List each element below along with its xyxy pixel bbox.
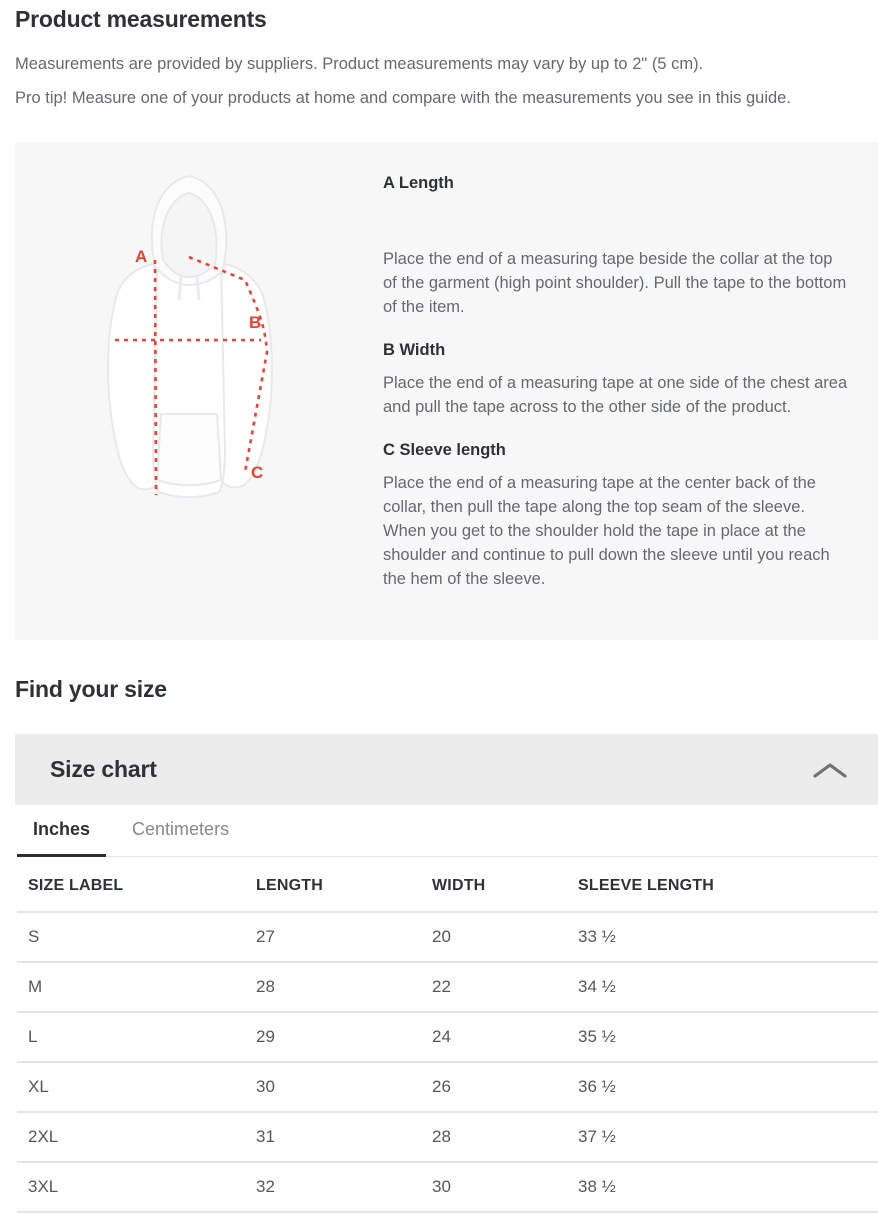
measurement-instruction-item bbox=[383, 174, 850, 319]
column-header-length: LENGTH bbox=[256, 861, 432, 912]
measurement-heading: C Sleeve length bbox=[383, 441, 506, 459]
cell-sleeve-length: 37 ½ bbox=[578, 1112, 878, 1162]
size-chart-title: Size chart bbox=[50, 756, 157, 782]
measurement-instruction-item bbox=[383, 341, 850, 419]
hoodie-diagram-image bbox=[49, 162, 349, 502]
column-header-width: WIDTH bbox=[432, 861, 578, 912]
column-header-size-label: SIZE LABEL bbox=[17, 861, 256, 912]
cell-size-label: S bbox=[17, 912, 256, 962]
measurement-description: Place the end of a measuring tape at the center back of the collar, then pull the tape along the top seam of the sleeve. When you get to the shoulder hold the tape in place at the shoulder and continue to pull down the sleeve until you reach the hem of the sleeve. bbox=[383, 474, 830, 588]
measure-label-a: A bbox=[135, 247, 148, 266]
cell-sleeve-length: 36 ½ bbox=[578, 1062, 878, 1112]
cell-size-label: 3XL bbox=[17, 1162, 256, 1212]
chevron-up-icon[interactable] bbox=[812, 761, 848, 779]
cell-width: 24 bbox=[432, 1012, 578, 1062]
cell-length: 31 bbox=[256, 1112, 432, 1162]
measurement-description: Place the end of a measuring tape at one side of the chest area and pull the tape across to the other side of the product. bbox=[383, 374, 848, 416]
table-row bbox=[17, 912, 878, 962]
measure-label-c: C bbox=[251, 463, 264, 482]
cell-size-label: XL bbox=[17, 1062, 256, 1112]
table-row bbox=[17, 962, 878, 1012]
cell-width: 26 bbox=[432, 1062, 578, 1112]
measurement-heading: A Length bbox=[383, 174, 454, 192]
hoodie-drawcord bbox=[179, 276, 181, 300]
cell-sleeve-length: 38 ½ bbox=[578, 1162, 878, 1212]
measurements-guide-panel bbox=[15, 142, 878, 640]
table-row bbox=[17, 1062, 878, 1112]
cell-sleeve-length: 35 ½ bbox=[578, 1012, 878, 1062]
cell-size-label: M bbox=[17, 962, 256, 1012]
measurement-heading: B Width bbox=[383, 341, 446, 359]
cell-length: 28 bbox=[256, 962, 432, 1012]
measure-label-b: B bbox=[249, 313, 262, 332]
cell-width: 28 bbox=[432, 1112, 578, 1162]
cell-length: 27 bbox=[256, 912, 432, 962]
tab-centimeters[interactable]: Centimeters bbox=[132, 819, 230, 839]
cell-width: 20 bbox=[432, 912, 578, 962]
table-row bbox=[17, 1012, 878, 1062]
cell-length: 32 bbox=[256, 1162, 432, 1212]
column-header-sleeve-length: SLEEVE LENGTH bbox=[578, 861, 878, 912]
measurement-description: Place the end of a measuring tape beside the collar at the top of the garment (high point shoulder). Pull the tape to the bottom of the item. bbox=[383, 250, 847, 316]
cell-length: 30 bbox=[256, 1062, 432, 1112]
hoodie-drawcord bbox=[197, 276, 199, 300]
measurement-instructions bbox=[383, 142, 878, 640]
cell-sleeve-length: 34 ½ bbox=[578, 962, 878, 1012]
page-title: Product measurements bbox=[15, 6, 267, 32]
hoodie-measurement-diagram bbox=[15, 142, 383, 640]
size-chart-table bbox=[17, 861, 878, 1213]
unit-tabs bbox=[17, 805, 878, 857]
measurement-instruction-item bbox=[383, 441, 850, 591]
cell-width: 30 bbox=[432, 1162, 578, 1212]
table-row bbox=[17, 1112, 878, 1162]
hoodie-pocket bbox=[157, 414, 221, 485]
cell-width: 22 bbox=[432, 962, 578, 1012]
size-chart-accordion-header[interactable] bbox=[15, 734, 878, 805]
cell-size-label: 2XL bbox=[17, 1112, 256, 1162]
table-header-row bbox=[17, 861, 878, 912]
tab-inches[interactable]: Inches bbox=[17, 805, 106, 857]
intro-text: Measurements are provided by suppliers. Product measurements may vary by up to 2" (5 cm). bbox=[15, 55, 704, 73]
cell-sleeve-length: 33 ½ bbox=[578, 912, 878, 962]
cell-length: 29 bbox=[256, 1012, 432, 1062]
pro-tip-text: Pro tip! Measure one of your products at home and compare with the measurements you see in this guide. bbox=[15, 89, 791, 107]
cell-size-label: L bbox=[17, 1012, 256, 1062]
find-your-size-title: Find your size bbox=[15, 676, 167, 702]
table-row bbox=[17, 1162, 878, 1212]
